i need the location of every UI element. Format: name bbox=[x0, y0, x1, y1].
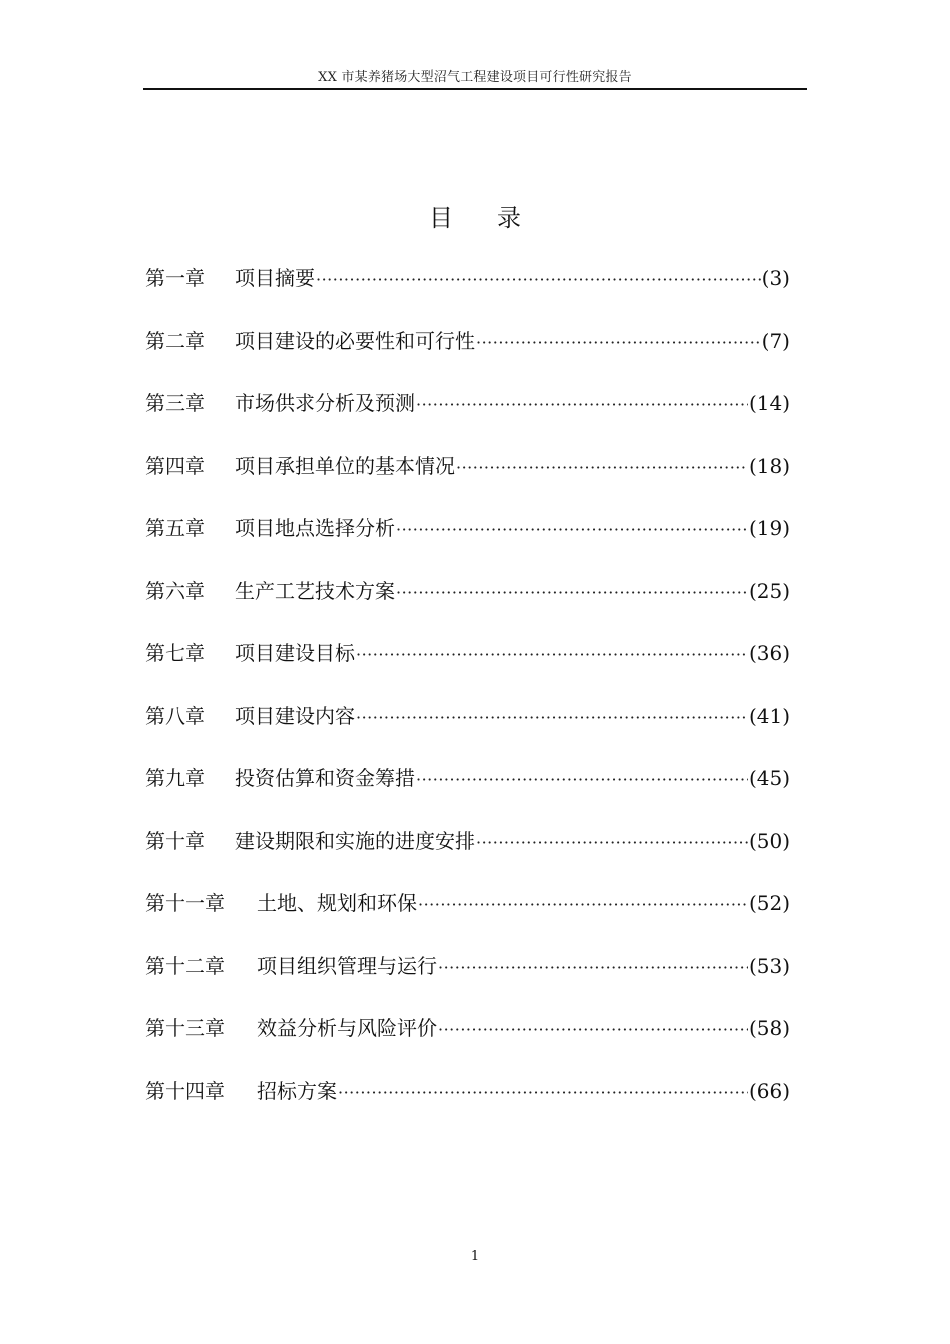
toc-entry[interactable] bbox=[145, 637, 790, 700]
toc-label: 建设期限和实施的进度安排 bbox=[235, 828, 475, 853]
toc-label: 项目地点选择分析 bbox=[235, 516, 395, 540]
toc-entry[interactable] bbox=[145, 700, 790, 763]
toc-page-number: (36) bbox=[748, 641, 790, 665]
page-header-title: XX 市某养猪场大型沼气工程建设项目可行性研究报告 bbox=[318, 70, 632, 85]
toc-label: 项目承担单位的基本情况 bbox=[235, 453, 455, 478]
toc-chapter: 第十二章 bbox=[145, 953, 225, 978]
toc-page-number: (58) bbox=[748, 1016, 790, 1040]
toc-leader bbox=[356, 645, 748, 664]
toc-label: 项目组织管理与运行 bbox=[257, 953, 437, 978]
toc-leader bbox=[456, 458, 748, 477]
toc-entry[interactable] bbox=[145, 512, 790, 575]
toc-entry[interactable] bbox=[145, 950, 790, 1013]
toc-label: 市场供求分析及预测 bbox=[235, 391, 415, 415]
toc-page-number: (25) bbox=[748, 578, 790, 603]
toc-label: 项目建设的必要性和可行性 bbox=[235, 328, 475, 353]
toc-leader bbox=[438, 1020, 748, 1039]
toc-title-left: 目 bbox=[429, 204, 453, 232]
toc-chapter: 第七章 bbox=[145, 641, 205, 665]
toc-page-number: (18) bbox=[748, 453, 790, 478]
toc-chapter: 第九章 bbox=[145, 766, 205, 790]
toc-page-number: (7) bbox=[761, 328, 790, 353]
toc-label: 土地、规划和环保 bbox=[257, 891, 417, 915]
toc-leader bbox=[316, 270, 761, 289]
toc-label: 项目建设内容 bbox=[235, 703, 355, 728]
toc-leader bbox=[356, 708, 748, 727]
toc-label: 项目摘要 bbox=[235, 266, 315, 290]
toc-page-number: (19) bbox=[748, 516, 790, 540]
toc-leader bbox=[476, 833, 748, 852]
toc-chapter: 第二章 bbox=[145, 328, 205, 353]
toc-chapter: 第一章 bbox=[145, 266, 205, 290]
toc-chapter: 第十三章 bbox=[145, 1016, 225, 1040]
toc-page-number: (52) bbox=[748, 891, 790, 915]
toc-entry[interactable] bbox=[145, 825, 790, 888]
toc-entry[interactable] bbox=[145, 762, 790, 825]
toc-entry[interactable] bbox=[145, 887, 790, 950]
toc-chapter: 第八章 bbox=[145, 703, 205, 728]
toc-leader bbox=[476, 333, 761, 352]
toc-title bbox=[0, 198, 950, 233]
toc-leader bbox=[396, 583, 748, 602]
toc-leader bbox=[438, 958, 748, 977]
toc-page-number: (50) bbox=[748, 828, 790, 853]
toc-page-number: (45) bbox=[748, 766, 790, 790]
toc-page-number: (66) bbox=[748, 1078, 790, 1103]
toc-entry[interactable] bbox=[145, 387, 790, 450]
toc-page-number: (41) bbox=[748, 703, 790, 728]
page-number: 1 bbox=[470, 1249, 480, 1264]
toc-label: 生产工艺技术方案 bbox=[235, 578, 395, 603]
toc-entry[interactable] bbox=[145, 1012, 790, 1075]
toc-chapter: 第六章 bbox=[145, 578, 205, 603]
toc-leader bbox=[416, 395, 748, 414]
toc-entry[interactable] bbox=[145, 1075, 790, 1138]
toc-leader bbox=[416, 770, 748, 789]
toc-chapter: 第十一章 bbox=[145, 891, 225, 915]
header-rule bbox=[143, 88, 807, 90]
toc-list bbox=[145, 262, 790, 1137]
toc-label: 效益分析与风险评价 bbox=[257, 1016, 437, 1040]
toc-chapter: 第十章 bbox=[145, 828, 205, 853]
toc-label: 项目建设目标 bbox=[235, 641, 355, 665]
toc-page-number: (53) bbox=[748, 953, 790, 978]
toc-entry[interactable] bbox=[145, 262, 790, 325]
toc-leader bbox=[418, 895, 748, 914]
toc-label: 投资估算和资金筹措 bbox=[235, 766, 415, 790]
toc-page-number: (3) bbox=[761, 266, 790, 290]
toc-entry[interactable] bbox=[145, 575, 790, 638]
toc-entry[interactable] bbox=[145, 325, 790, 388]
toc-label: 招标方案 bbox=[257, 1078, 337, 1103]
toc-chapter: 第四章 bbox=[145, 453, 205, 478]
toc-chapter: 第五章 bbox=[145, 516, 205, 540]
toc-page-number: (14) bbox=[748, 391, 790, 415]
toc-title-right: 录 bbox=[497, 204, 521, 232]
toc-chapter: 第十四章 bbox=[145, 1078, 225, 1103]
toc-leader bbox=[396, 520, 748, 539]
toc-entry[interactable] bbox=[145, 450, 790, 513]
toc-chapter: 第三章 bbox=[145, 391, 205, 415]
toc-leader bbox=[338, 1083, 748, 1102]
